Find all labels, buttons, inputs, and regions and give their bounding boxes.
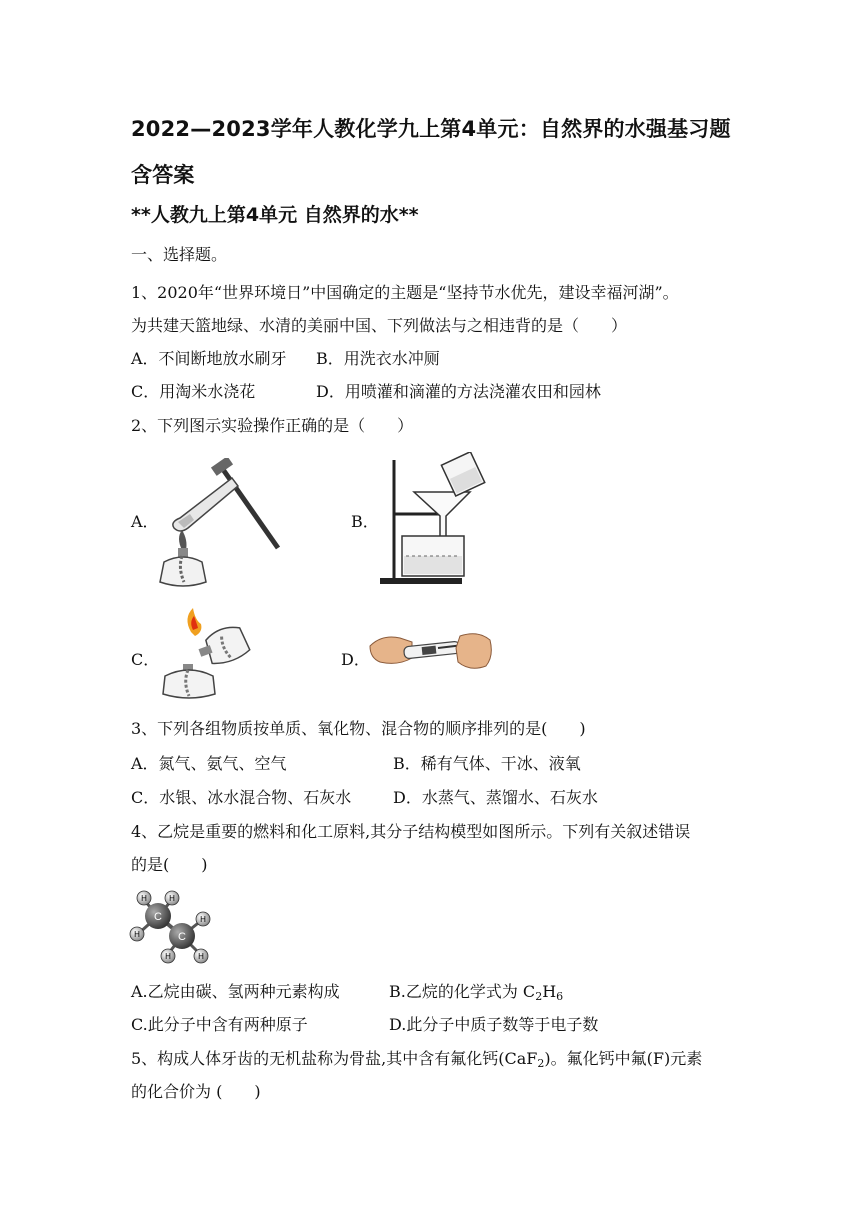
lighting-alcohol-lamp-illustration: [155, 606, 255, 702]
q2-label-b: B．: [351, 512, 379, 531]
q1-option-b: B．用洗衣水冲厕: [316, 349, 440, 368]
q2-label-a: A．: [131, 512, 159, 531]
q5-stem-line1: 5、构成人体牙齿的无机盐称为骨盐,其中含有氟化钙(CaF$_2$)。氟化钙中氟(F)元素: [131, 1049, 703, 1070]
q4-option-c: C.此分子中含有两种原子: [131, 1015, 308, 1034]
heating-test-tube-illustration: [150, 458, 285, 590]
svg-text:H: H: [198, 952, 204, 961]
q2-label-c: C．: [131, 650, 160, 669]
svg-text:H: H: [134, 930, 140, 939]
svg-text:H: H: [165, 952, 171, 961]
svg-text:C: C: [154, 911, 162, 923]
page-title: 2022—2023学年人教化学九上第4单元：自然界的水强基习题含答案: [131, 117, 731, 187]
q4-stem-line1: 4、乙烷是重要的燃料和化工原料,其分子结构模型如图所示。下列有关叙述错误: [131, 822, 691, 841]
q3-option-c: C．水银、冰水混合物、石灰水: [131, 788, 352, 807]
section-heading: 一、选择题。: [131, 245, 228, 264]
q1-option-a: A．不间断地放水刷牙: [131, 349, 287, 368]
svg-text:H: H: [141, 894, 147, 903]
svg-text:H: H: [200, 915, 206, 924]
unit-subtitle: **人教九上第4单元 自然界的水**: [131, 204, 419, 226]
q3-option-b: B．稀有气体、干冰、液氧: [393, 754, 581, 773]
q3-stem: 3、下列各组物质按单质、氧化物、混合物的顺序排列的是( ): [131, 719, 586, 738]
q4-option-b: B.乙烷的化学式为 $C_2H_6$: [389, 982, 564, 1003]
q4-option-d: D.此分子中质子数等于电子数: [389, 1015, 599, 1034]
svg-text:C: C: [178, 931, 186, 943]
q2-stem: 2、下列图示实验操作正确的是（ ）: [131, 416, 414, 435]
q4-option-a: A.乙烷由碳、氢两种元素构成: [131, 982, 340, 1001]
q3-option-d: D．水蒸气、蒸馏水、石灰水: [393, 788, 598, 807]
ethane-molecule-model: [128, 888, 212, 968]
q2-label-d: D．: [341, 650, 370, 669]
q5-stem-line2: 的化合价为 ( ): [131, 1082, 261, 1101]
q1-stem-line2: 为共建天篮地绿、水清的美丽中国、下列做法与之相违背的是（ ）: [131, 316, 628, 335]
q1-stem-line1: 1、2020年“世界环境日”中国确定的主题是“坚持节水优先，建设幸福河湖”。: [131, 283, 679, 302]
hands-holding-test-tube-illustration: [368, 626, 494, 676]
q1-option-c: C．用淘米水浇花: [131, 382, 256, 401]
svg-text:H: H: [169, 894, 175, 903]
filtration-setup-illustration: [372, 452, 492, 588]
q3-option-a: A．氮气、氨气、空气: [131, 754, 287, 773]
q1-option-d: D．用喷灌和滴灌的方法浇灌农田和园林: [316, 382, 601, 401]
q4-stem-line2: 的是( ): [131, 855, 208, 874]
